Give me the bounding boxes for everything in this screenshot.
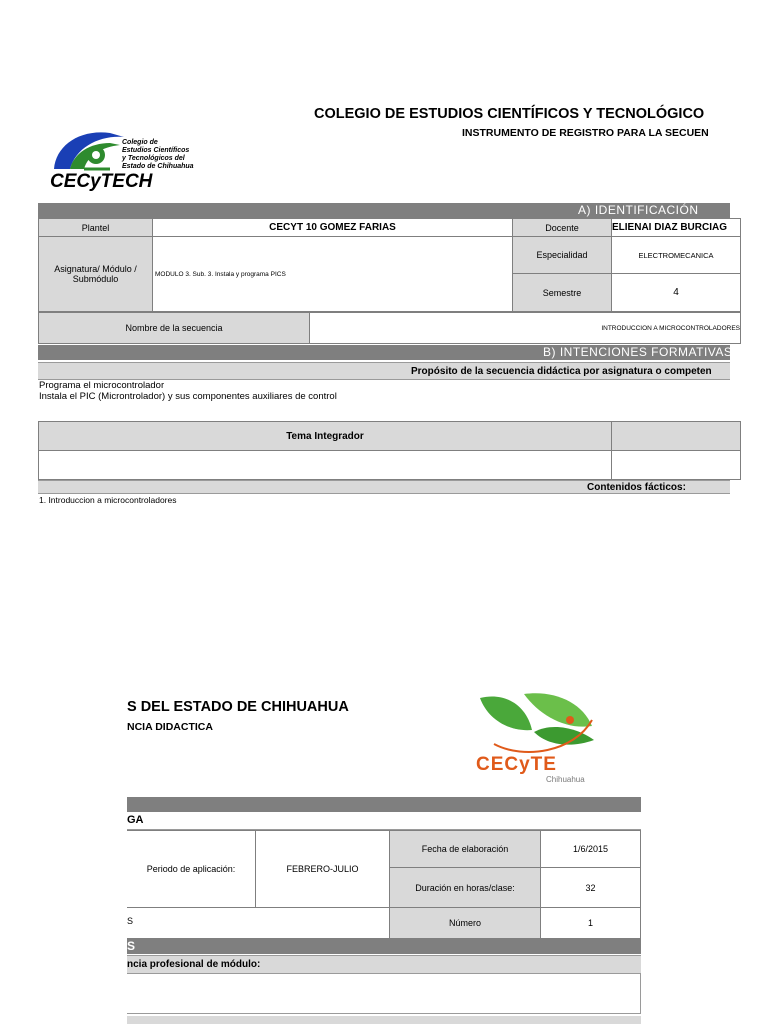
fecha-label: Fecha de elaboración: [389, 830, 541, 868]
duracion-value: 32: [540, 867, 641, 908]
tema-integrador-label: Tema Integrador: [38, 421, 612, 451]
docente-label: Docente: [512, 218, 612, 237]
s-fragment: S: [127, 916, 134, 926]
proposito-line-1: Programa el microcontrolador: [39, 380, 165, 391]
cecytech-logo: [50, 125, 220, 195]
page-2: [0, 512, 768, 1024]
asignatura-label: Asignatura/ Módulo / Submódulo: [38, 236, 153, 312]
tema-integrador-right-header: [611, 421, 741, 451]
contenidos-label: Contenidos fácticos:: [587, 482, 686, 493]
section-a-title: A) IDENTIFICACIÓN: [578, 203, 699, 217]
contenidos-header: [38, 480, 730, 494]
fecha-value: 1/6/2015: [540, 830, 641, 868]
duracion-label: Duración en horas/clase:: [389, 867, 541, 908]
cecyte-sub: Chihuahua: [546, 775, 585, 784]
competencia-header: [127, 955, 641, 974]
periodo-label: Periodo de aplicación:: [127, 830, 256, 908]
secuencia-label: Nombre de la secuencia: [38, 312, 310, 344]
especialidad-value: ELECTROMECANICA: [611, 236, 741, 274]
ga-fragment: GA: [127, 814, 144, 826]
semestre-label: Semestre: [512, 273, 612, 312]
contenidos-item-1: 1. Introduccion a microcontroladores: [39, 495, 177, 505]
proposito-line-2: Instala el PIC (Microntrolador) y sus componentes auxiliares de control: [39, 391, 337, 402]
periodo-value: FEBRERO-JULIO: [255, 830, 390, 908]
asignatura-value: MODULO 3. Sub. 3. Instala y programa PICS: [152, 236, 513, 312]
logo-wordmark: CECyTECH: [50, 171, 153, 192]
logo-line-3: y Tecnológicos del: [122, 155, 185, 162]
competencia-body-box: [127, 974, 641, 1014]
competencia-label: ncia profesional de módulo:: [127, 959, 261, 970]
logo-line-1: Colegio de: [122, 139, 158, 146]
page1-subtitle: INSTRUMENTO DE REGISTRO PARA LA SECUEN: [462, 127, 709, 139]
s-bar-text: S: [127, 939, 136, 953]
section-a-header: [38, 203, 730, 218]
semestre-value: 4: [611, 273, 741, 312]
tema-integrador-right-value: [611, 450, 741, 480]
page2-subtitle: NCIA DIDACTICA: [127, 721, 213, 733]
bottom-grey-bar: [127, 1016, 641, 1024]
section-b-header: [38, 345, 733, 360]
page2-s-bar: [127, 938, 641, 954]
cecytech-emblem-icon: [50, 125, 130, 175]
page2-section-header: [127, 797, 641, 812]
docente-value: ELIENAI DIAZ BURCIAG: [611, 218, 741, 237]
page1-title: COLEGIO DE ESTUDIOS CIENTÍFICOS Y TECNOLÓGICO: [314, 106, 705, 122]
cecyte-wordmark: CECyTE: [476, 754, 557, 775]
logo-line-4: Estado de Chihuahua: [122, 163, 194, 170]
numero-value: 1: [540, 907, 641, 939]
page2-title: S DEL ESTADO DE CHIHUAHUA: [127, 699, 349, 715]
cecyte-logo: [474, 690, 604, 785]
secuencia-value: INTRODUCCION A MICROCONTROLADORES: [309, 312, 741, 344]
especialidad-label: Especialidad: [512, 236, 612, 274]
plantel-value: CECYT 10 GOMEZ FARIAS: [152, 218, 513, 237]
logo-line-2: Estudios Científicos: [122, 147, 190, 154]
proposito-header: [38, 362, 730, 380]
proposito-label: Propósito de la secuencia didáctica por asignatura o competen: [411, 366, 712, 377]
cecyte-leaf-icon: [474, 690, 604, 760]
section-b-title: B) INTENCIONES FORMATIVAS: [543, 345, 733, 359]
tema-integrador-value: [38, 450, 612, 480]
numero-label: Número: [389, 907, 541, 939]
plantel-label: Plantel: [38, 218, 153, 237]
